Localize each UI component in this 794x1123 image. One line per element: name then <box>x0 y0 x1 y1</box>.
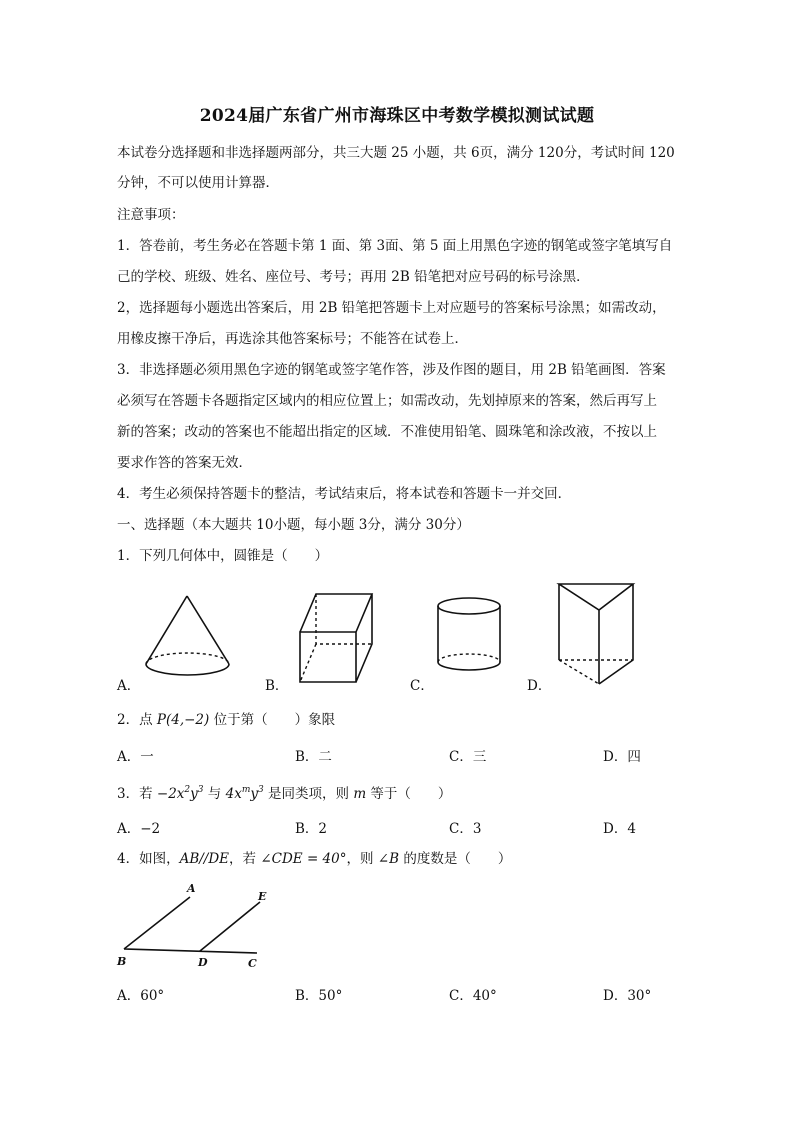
q2-prefix: 2．点 <box>117 712 157 728</box>
q3-mid: 与 <box>203 786 226 802</box>
label-b: B <box>117 955 127 968</box>
q3-var: m <box>353 786 367 802</box>
cylinder-icon <box>432 594 506 676</box>
q3-term1-exp-y: 3 <box>197 785 204 795</box>
q4-angle-cde: ∠CDE = 40° <box>260 851 347 867</box>
q3-term1-coef: −2x <box>156 786 185 802</box>
q4-option-b[interactable]: B．50° <box>295 988 343 1004</box>
q4-prefix: 4．如图， <box>117 851 180 867</box>
q3-term2 <box>226 786 264 802</box>
question-2-stem <box>117 711 335 729</box>
q4-angle-b: ∠B <box>377 851 400 867</box>
q3-term1 <box>157 786 204 802</box>
q2-option-b[interactable]: B．二 <box>295 749 332 765</box>
label-d: D <box>198 956 208 969</box>
notice-line: 用橡皮擦干净后，再选涂其他答案标号；不能答在试卷上． <box>117 331 468 347</box>
notice-line: 3．非选择题必须用黑色字迹的钢笔或签字笔作答，涉及作图的题目，用 2B 铅笔画图．答案 <box>117 362 666 378</box>
q3-term1-exp-x: 2 <box>184 785 191 795</box>
q4-parallel: AB//DE <box>179 851 230 867</box>
q1-option-c[interactable]: C． <box>410 678 434 694</box>
notice-line: 新的答案；改动的答案也不能超出指定的区域．不准使用铅笔、圆珠笔和涂改液，不按以上 <box>117 424 657 440</box>
q3-term2-coef: 4x <box>225 786 242 802</box>
q3-option-d[interactable]: D．4 <box>603 821 636 837</box>
q1-option-d[interactable]: D． <box>527 678 552 694</box>
parallel-lines-diagram <box>112 880 272 975</box>
q4-mid: ，若 <box>229 851 261 867</box>
q3-term2-exp-y: 3 <box>258 785 264 795</box>
q3-option-a[interactable]: A．−2 <box>117 821 161 837</box>
notice-line: 必须写在答题卡各题指定区域内的相应位置上；如需改动，先划掉原来的答案，然后再写上 <box>117 393 657 409</box>
label-a: A <box>187 882 196 895</box>
question-1-stem: 1．下列几何体中，圆锥是（ ） <box>117 548 329 564</box>
section-heading: 一、选择题（本大题共 10小题，每小题 3分，满分 30分） <box>117 517 470 533</box>
q1-option-a[interactable]: A． <box>117 678 141 694</box>
label-c: C <box>248 957 257 970</box>
label-e: E <box>258 890 267 903</box>
q1-option-b[interactable]: B． <box>265 678 289 694</box>
q2-point: P(4,−2) <box>156 712 210 728</box>
q4-mid2: ，则 <box>346 851 378 867</box>
notice-heading: 注意事项： <box>117 207 185 223</box>
notice-line: 2，选择题每小题选出答案后，用 2B 铅笔把答题卡上对应题号的答案标号涂黑；如需改动， <box>117 300 666 316</box>
q3-prefix: 3．若 <box>117 786 157 802</box>
q4-end: 的度数是（ ） <box>399 851 512 867</box>
q3-option-b[interactable]: B．2 <box>295 821 328 837</box>
question-3-stem <box>117 785 451 803</box>
notice-line: 1．答卷前，考生务必在答题卡第 1 面、第 3面、第 5 面上用黑色字迹的钢笔或签字笔填写自 <box>117 238 673 254</box>
q4-option-a[interactable]: A．60° <box>117 988 165 1004</box>
q3-term2-y: y <box>250 786 258 802</box>
cone-icon <box>140 590 240 682</box>
q3-term1-y: y <box>190 786 198 802</box>
q2-suffix: 位于第（ ）象限 <box>209 712 336 728</box>
notice-line: 己的学校、班级、姓名、座位号、考号；再用 2B 铅笔把对应号码的标号涂黑． <box>117 269 590 285</box>
q3-term2-exp-x: m <box>241 785 251 795</box>
q2-option-c[interactable]: C．三 <box>449 749 487 765</box>
q2-option-d[interactable]: D．四 <box>603 749 641 765</box>
question-4-stem <box>117 850 511 868</box>
q3-suffix: 是同类项，则 <box>263 786 354 802</box>
q2-option-a[interactable]: A．一 <box>117 749 154 765</box>
q3-option-c[interactable]: C．3 <box>449 821 482 837</box>
cube-icon <box>294 590 374 685</box>
notice-line: 要求作答的答案无效． <box>117 455 252 471</box>
intro-line-1: 本试卷分选择题和非选择题两部分，共三大题 25 小题，共 6页，满分 120分，考试时间 120 <box>117 145 675 161</box>
intro-line-2: 分钟，不可以使用计算器． <box>117 175 279 191</box>
notice-line: 4．考生必须保持答题卡的整洁，考试结束后，将本试卷和答题卡一并交回． <box>117 486 572 502</box>
q4-option-c[interactable]: C．40° <box>449 988 497 1004</box>
q4-option-d[interactable]: D．30° <box>603 988 652 1004</box>
triangular-prism-icon <box>553 578 643 688</box>
q3-end: 等于（ ） <box>366 786 452 802</box>
page-title: 2024届广东省广州市海珠区中考数学模拟测试试题 <box>199 106 595 126</box>
